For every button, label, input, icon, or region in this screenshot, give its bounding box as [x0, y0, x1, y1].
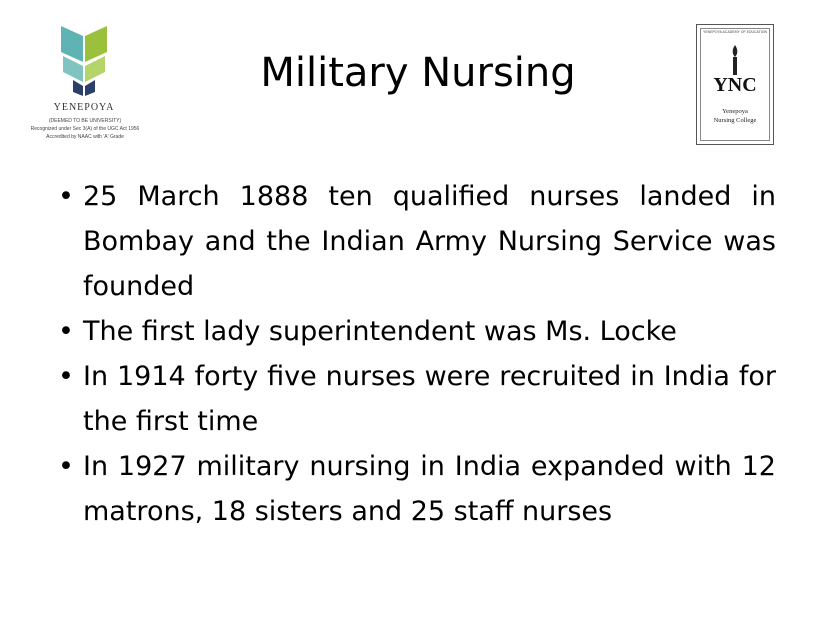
logo-left-line3: Accredited by NAAC with 'A' Grade: [46, 134, 124, 140]
bullet-item: [58, 174, 776, 309]
logo-right-caption: [697, 107, 773, 125]
yenepoya-university-logo: [25, 22, 145, 154]
slide-title: Military Nursing: [260, 50, 576, 96]
bullet-text: The first lady superintendent was Ms. Locke: [83, 316, 677, 347]
bullet-item: [58, 354, 776, 444]
logo-left-name: YENEPOYA: [53, 102, 115, 113]
bullet-dot-icon: •: [58, 451, 74, 482]
logo-right-caption-line2: Nursing College: [713, 117, 757, 124]
yenepoya-nursing-college-logo: [696, 24, 774, 145]
logo-left-line2: Recognized under Sec 3(A) of the UGC Act 1956: [30, 126, 140, 132]
bullet-dot-icon: •: [58, 361, 74, 392]
logo-right-caption-line1: Yenepoya: [722, 108, 748, 115]
logo-left-line1: (DEEMED TO BE UNIVERSITY): [48, 118, 122, 124]
logo-right-monogram: YNC: [713, 74, 757, 96]
bullet-dot-icon: •: [58, 316, 74, 347]
bullet-text: In 1927 military nursing in India expanded with 12 matrons, 18 sisters and 25 staff nurses: [83, 451, 776, 527]
bullet-list: [58, 174, 776, 534]
bullet-item: [58, 309, 776, 354]
bullet-dot-icon: •: [58, 181, 74, 212]
bullet-text: In 1914 forty five nurses were recruited in India for the first time: [83, 361, 776, 437]
bullet-text: 25 March 1888 ten qualified nurses landed in Bombay and the Indian Army Nursing Service was founded: [83, 181, 776, 302]
yenepoya-emblem-icon: [55, 22, 113, 100]
bullet-item: [58, 444, 776, 534]
lamp-monogram-icon: [709, 39, 761, 103]
logo-right-top-text: YENEPOYA ACADEMY OF EDUCATION: [703, 30, 767, 34]
